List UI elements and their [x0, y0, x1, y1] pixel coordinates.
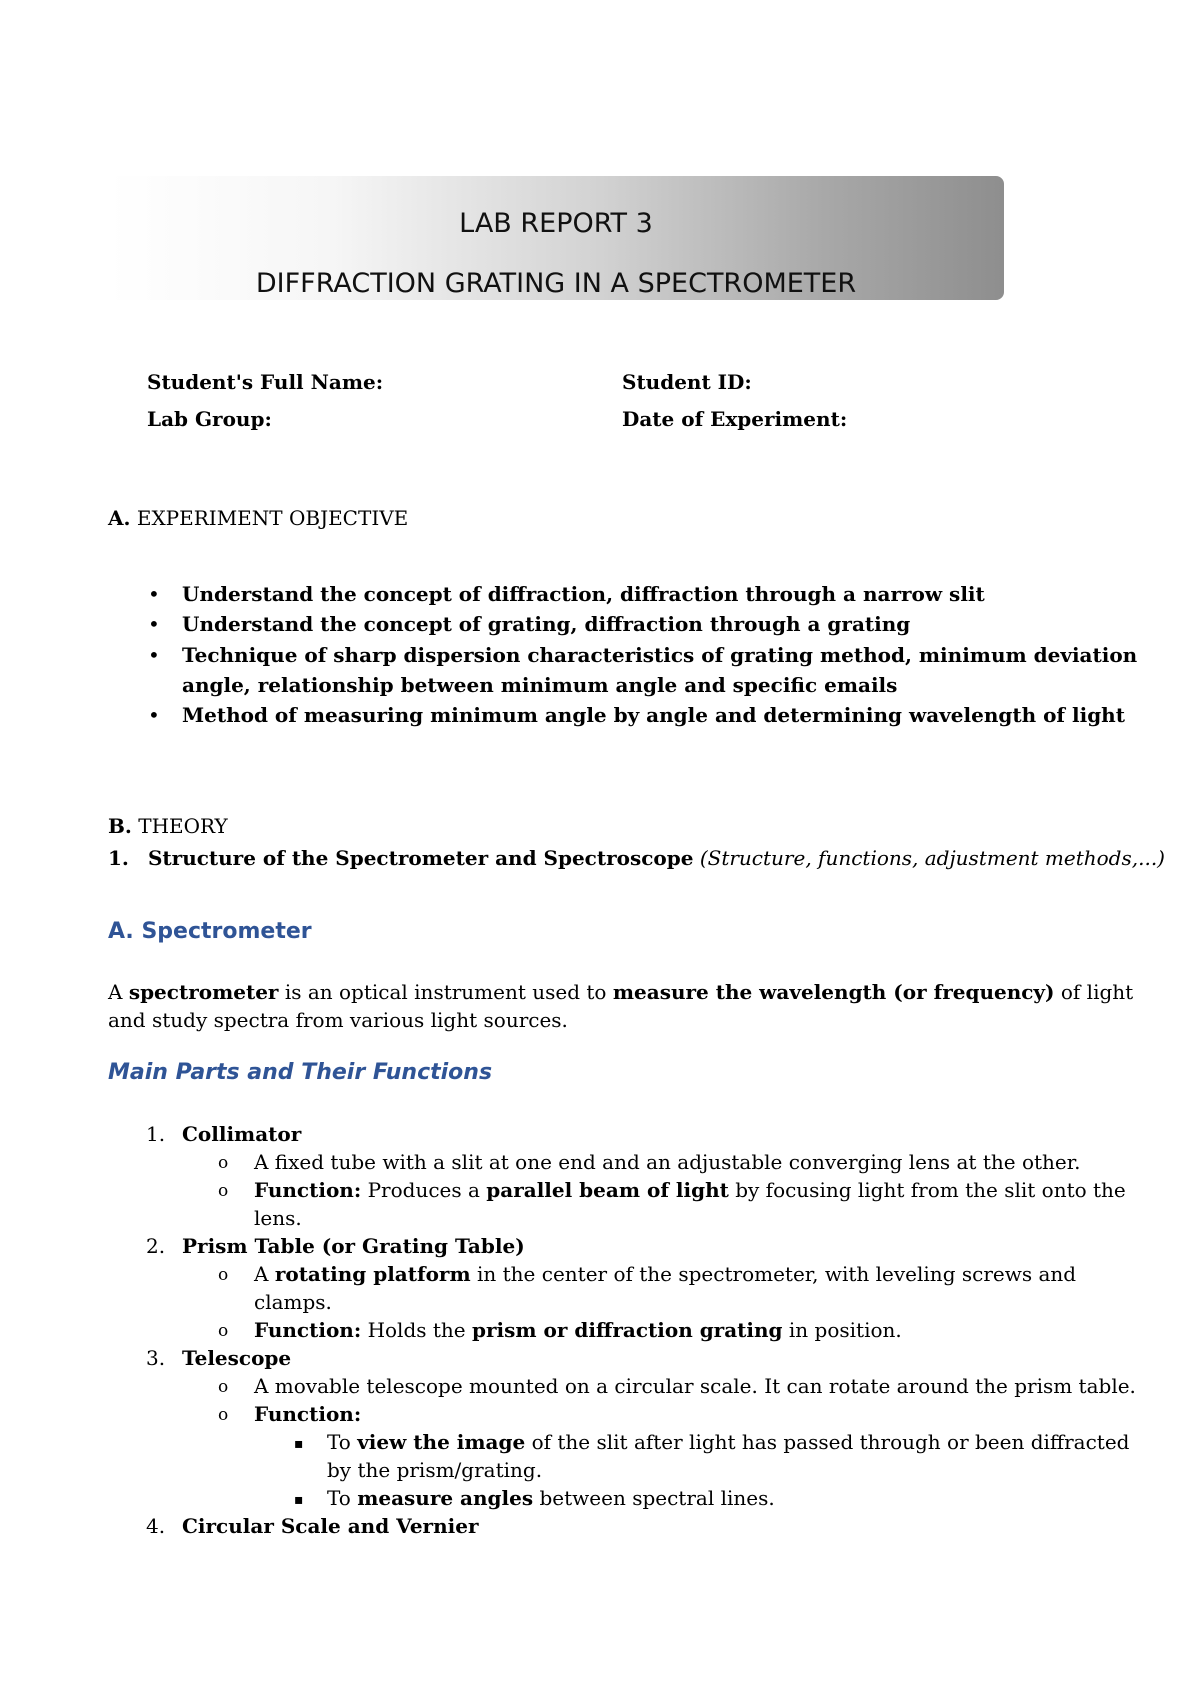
sub-bullet-icon: o — [218, 1265, 229, 1285]
section-a-letter: A. — [108, 506, 131, 530]
square-bullet-icon: ▪ — [294, 1492, 304, 1508]
theory-item-title: Structure of the Spectrometer and Spectroscope — [147, 846, 694, 870]
sub-bullet-icon: o — [218, 1405, 229, 1425]
bullet-icon: • — [148, 582, 160, 606]
text-run: between spectral lines. — [533, 1486, 775, 1510]
objective-4: Method of measuring minimum angle by angle and determining wavelength of light — [182, 703, 1125, 727]
student-id-label: Student ID: — [622, 370, 752, 394]
list-number: 4. — [146, 1514, 166, 1538]
list-number: 3. — [146, 1346, 166, 1370]
text-run: Produces a — [361, 1178, 487, 1202]
telescope-desc: A movable telescope mounted on a circular scale. It can rotate around the prism table. — [254, 1374, 1136, 1398]
spectrometer-definition-line2: and study spectra from various light sources. — [108, 1008, 568, 1032]
text-run: To — [327, 1430, 358, 1454]
function-label: Function: — [254, 1318, 362, 1342]
date-label: Date of Experiment: — [622, 407, 848, 431]
text-run: A — [254, 1262, 275, 1286]
objective-3a: Technique of sharp dispersion characteristics of grating method, minimum deviation — [182, 643, 1138, 667]
section-b-letter: B. — [108, 814, 132, 838]
prism-table-desc — [254, 1262, 1076, 1286]
prism-table-title: Prism Table (or Grating Table) — [182, 1234, 525, 1258]
sub-bullet-icon: o — [218, 1181, 229, 1201]
full-name-label: Student's Full Name: — [147, 370, 384, 394]
function-label: Function: — [254, 1178, 362, 1202]
sub-bullet-icon: o — [218, 1377, 229, 1397]
text-run: rotating platform — [274, 1262, 471, 1286]
text-run: A — [108, 980, 129, 1004]
bullet-icon: • — [148, 643, 160, 667]
text-run: of the slit after light has passed through or been diffracted — [525, 1430, 1130, 1454]
theory-item-num: 1. — [108, 846, 129, 870]
text-run: measure angles — [357, 1486, 534, 1510]
objective-2: Understand the concept of grating, diffraction through a grating — [182, 612, 911, 636]
section-a-title: EXPERIMENT OBJECTIVE — [136, 506, 409, 530]
text-run: measure the wavelength (or frequency) — [612, 980, 1055, 1004]
main-parts-heading: Main Parts and Their Functions — [108, 1060, 493, 1085]
bullet-icon: • — [148, 703, 160, 727]
objective-1: Understand the concept of diffraction, diffraction through a narrow slit — [182, 582, 985, 606]
sub-bullet-icon: o — [218, 1321, 229, 1341]
report-number: LAB REPORT 3 — [459, 208, 653, 239]
text-run: To — [327, 1486, 358, 1510]
bullet-icon: • — [148, 612, 160, 636]
collimator-function-cont: lens. — [254, 1206, 302, 1230]
collimator-function — [254, 1178, 1126, 1202]
sub-bullet-icon: o — [218, 1153, 229, 1173]
text-run: view the image — [357, 1430, 526, 1454]
telescope-function-1-cont: by the prism/grating. — [327, 1458, 543, 1482]
telescope-function-label: Function: — [254, 1402, 362, 1426]
collimator-desc: A fixed tube with a slit at one end and an adjustable converging lens at the other. — [254, 1150, 1081, 1174]
text-run: in position. — [782, 1318, 902, 1342]
section-b-title: THEORY — [138, 814, 228, 838]
square-bullet-icon: ▪ — [294, 1436, 304, 1452]
section-b-heading — [108, 814, 228, 838]
section-a-heading — [108, 506, 408, 530]
text-run: by focusing light from the slit onto the — [728, 1178, 1126, 1202]
list-number: 2. — [146, 1234, 166, 1258]
text-run: Holds the — [361, 1318, 472, 1342]
text-run: is an optical instrument used to — [278, 980, 613, 1004]
text-run: prism or diffraction grating — [472, 1318, 783, 1342]
objective-3b: angle, relationship between minimum angle and specific emails — [182, 673, 898, 697]
spectrometer-heading: A. Spectrometer — [108, 919, 312, 944]
text-run: of light — [1054, 980, 1134, 1004]
circular-scale-title: Circular Scale and Vernier — [182, 1514, 479, 1538]
spectrometer-definition-line1 — [108, 978, 1133, 1006]
prism-table-desc-cont: clamps. — [254, 1290, 332, 1314]
text-run: parallel beam of light — [486, 1178, 729, 1202]
theory-item-1 — [108, 846, 1165, 870]
lab-group-label: Lab Group: — [147, 407, 272, 431]
theory-item-note: (Structure, functions, adjustment methods,...) — [699, 846, 1165, 870]
collimator-title: Collimator — [182, 1122, 302, 1146]
list-number: 1. — [146, 1122, 166, 1146]
telescope-title: Telescope — [182, 1346, 292, 1370]
telescope-function-1 — [327, 1430, 1130, 1454]
prism-table-function — [254, 1318, 902, 1342]
telescope-function-2 — [327, 1486, 775, 1510]
text-run: spectrometer — [128, 980, 279, 1004]
text-run: in the center of the spectrometer, with leveling screws and — [470, 1262, 1077, 1286]
report-title: DIFFRACTION GRATING IN A SPECTROMETER — [255, 268, 857, 299]
